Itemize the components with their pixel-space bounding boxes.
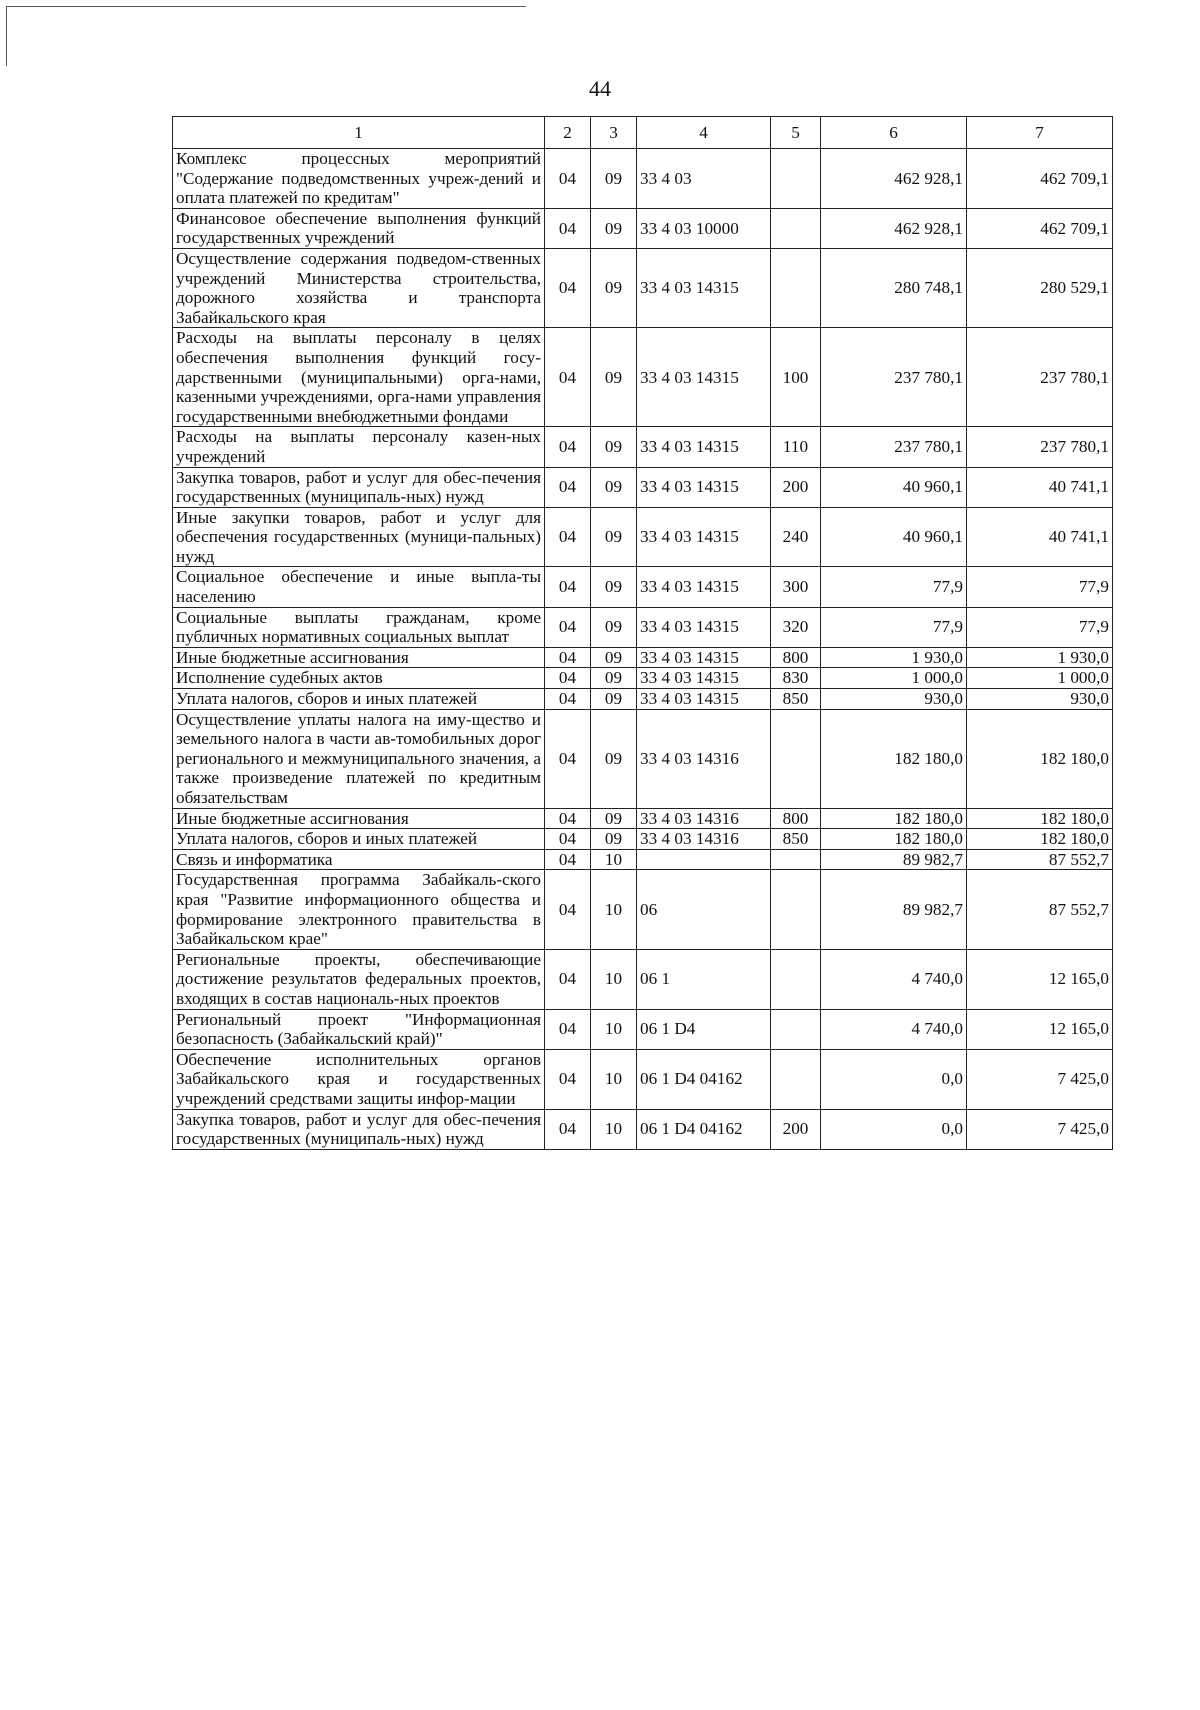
expense-name-cell: Осуществление уплаты налога на иму-щество и земельного налога в части ав-томобильных дорог регионального и межмуниципального значения, а также произведение платежей по кредитным обязательствам xyxy=(173,709,545,808)
expense-name-cell: Региональные проекты, обеспечивающие достижение результатов федеральных проектов, входящих в состав националь-ных проектов xyxy=(173,949,545,1009)
expense-type-code-cell: 800 xyxy=(771,647,821,668)
subsection-code-cell: 10 xyxy=(591,870,637,949)
table-row xyxy=(173,709,1113,808)
expense-type-code-cell: 320 xyxy=(771,607,821,647)
section-code-cell: 04 xyxy=(545,689,591,710)
section-code-cell: 04 xyxy=(545,328,591,427)
amount-year1-cell: 1 000,0 xyxy=(821,668,967,689)
amount-year1-cell: 89 982,7 xyxy=(821,870,967,949)
table-row xyxy=(173,1049,1113,1109)
expense-type-code-cell xyxy=(771,248,821,327)
table-row xyxy=(173,949,1113,1009)
amount-year2-cell: 182 180,0 xyxy=(967,808,1113,829)
amount-year1-cell: 4 740,0 xyxy=(821,1009,967,1049)
budget-table xyxy=(172,116,1113,1150)
target-article-code-cell: 33 4 03 14315 xyxy=(637,668,771,689)
subsection-code-cell: 09 xyxy=(591,248,637,327)
expense-name-cell: Уплата налогов, сборов и иных платежей xyxy=(173,829,545,850)
target-article-code-cell: 06 1 xyxy=(637,949,771,1009)
table-row xyxy=(173,567,1113,607)
amount-year2-cell: 237 780,1 xyxy=(967,328,1113,427)
subsection-code-cell: 10 xyxy=(591,849,637,870)
subsection-code-cell: 09 xyxy=(591,467,637,507)
header-cell: 4 xyxy=(637,117,771,149)
expense-name-cell: Связь и информатика xyxy=(173,849,545,870)
table-row xyxy=(173,328,1113,427)
expense-type-code-cell: 200 xyxy=(771,467,821,507)
expense-type-code-cell: 300 xyxy=(771,567,821,607)
expense-name-cell: Социальное обеспечение и иные выпла-ты населению xyxy=(173,567,545,607)
expense-type-code-cell: 100 xyxy=(771,328,821,427)
expense-name-cell: Исполнение судебных актов xyxy=(173,668,545,689)
amount-year2-cell: 7 425,0 xyxy=(967,1049,1113,1109)
subsection-code-cell: 09 xyxy=(591,647,637,668)
amount-year1-cell: 89 982,7 xyxy=(821,849,967,870)
subsection-code-cell: 10 xyxy=(591,1049,637,1109)
subsection-code-cell: 09 xyxy=(591,567,637,607)
expense-name-cell: Социальные выплаты гражданам, кроме публичных нормативных социальных выплат xyxy=(173,607,545,647)
section-code-cell: 04 xyxy=(545,808,591,829)
header-cell: 3 xyxy=(591,117,637,149)
target-article-code-cell: 33 4 03 14315 xyxy=(637,427,771,467)
subsection-code-cell: 09 xyxy=(591,808,637,829)
amount-year2-cell: 237 780,1 xyxy=(967,427,1113,467)
section-code-cell: 04 xyxy=(545,149,591,209)
section-code-cell: 04 xyxy=(545,1109,591,1149)
amount-year2-cell: 462 709,1 xyxy=(967,149,1113,209)
subsection-code-cell: 09 xyxy=(591,829,637,850)
expense-type-code-cell xyxy=(771,849,821,870)
table-row xyxy=(173,427,1113,467)
target-article-code-cell: 06 1 D4 04162 xyxy=(637,1109,771,1149)
section-code-cell: 04 xyxy=(545,668,591,689)
amount-year2-cell: 1 930,0 xyxy=(967,647,1113,668)
table-row xyxy=(173,668,1113,689)
amount-year2-cell: 1 000,0 xyxy=(967,668,1113,689)
amount-year2-cell: 40 741,1 xyxy=(967,467,1113,507)
amount-year1-cell: 930,0 xyxy=(821,689,967,710)
expense-type-code-cell: 830 xyxy=(771,668,821,689)
amount-year1-cell: 0,0 xyxy=(821,1109,967,1149)
subsection-code-cell: 09 xyxy=(591,689,637,710)
section-code-cell: 04 xyxy=(545,709,591,808)
target-article-code-cell: 33 4 03 14315 xyxy=(637,567,771,607)
section-code-cell: 04 xyxy=(545,849,591,870)
target-article-code-cell: 33 4 03 14315 xyxy=(637,689,771,710)
target-article-code-cell: 33 4 03 14315 xyxy=(637,248,771,327)
subsection-code-cell: 09 xyxy=(591,427,637,467)
amount-year2-cell: 280 529,1 xyxy=(967,248,1113,327)
target-article-code-cell: 33 4 03 14316 xyxy=(637,709,771,808)
expense-type-code-cell: 800 xyxy=(771,808,821,829)
header-cell: 1 xyxy=(173,117,545,149)
target-article-code-cell: 33 4 03 14315 xyxy=(637,507,771,567)
scan-edge-left xyxy=(6,6,7,66)
table-row xyxy=(173,507,1113,567)
expense-type-code-cell: 110 xyxy=(771,427,821,467)
amount-year2-cell: 12 165,0 xyxy=(967,1009,1113,1049)
scan-edge-top xyxy=(6,6,526,7)
section-code-cell: 04 xyxy=(545,467,591,507)
header-cell: 7 xyxy=(967,117,1113,149)
expense-name-cell: Иные закупки товаров, работ и услуг для обеспечения государственных (муници-пальных) нужд xyxy=(173,507,545,567)
target-article-code-cell: 06 1 D4 xyxy=(637,1009,771,1049)
section-code-cell: 04 xyxy=(545,427,591,467)
amount-year1-cell: 280 748,1 xyxy=(821,248,967,327)
section-code-cell: 04 xyxy=(545,829,591,850)
expense-type-code-cell: 850 xyxy=(771,689,821,710)
expense-name-cell: Уплата налогов, сборов и иных платежей xyxy=(173,689,545,710)
section-code-cell: 04 xyxy=(545,567,591,607)
expense-name-cell: Расходы на выплаты персоналу в целях обеспечения выполнения функций госу-дарственными (муниципальными) орга-нами, казенными учреждениями, орга-нами управления государственными внебюджетными фондами xyxy=(173,328,545,427)
subsection-code-cell: 09 xyxy=(591,507,637,567)
subsection-code-cell: 09 xyxy=(591,668,637,689)
expense-type-code-cell xyxy=(771,1049,821,1109)
table-row xyxy=(173,870,1113,949)
table-body xyxy=(173,149,1113,1150)
subsection-code-cell: 09 xyxy=(591,328,637,427)
expense-name-cell: Иные бюджетные ассигнования xyxy=(173,647,545,668)
target-article-code-cell: 06 xyxy=(637,870,771,949)
target-article-code-cell: 33 4 03 xyxy=(637,149,771,209)
section-code-cell: 04 xyxy=(545,949,591,1009)
page-number: 44 xyxy=(589,76,611,101)
table-row xyxy=(173,467,1113,507)
expense-name-cell: Региональный проект "Информационная безопасность (Забайкальский край)" xyxy=(173,1009,545,1049)
amount-year1-cell: 4 740,0 xyxy=(821,949,967,1009)
amount-year2-cell: 77,9 xyxy=(967,607,1113,647)
subsection-code-cell: 10 xyxy=(591,1109,637,1149)
header-row xyxy=(173,117,1113,149)
expense-name-cell: Комплекс процессных мероприятий "Содержание подведомственных учреж-дений и оплата платежей по кредитам" xyxy=(173,149,545,209)
amount-year1-cell: 0,0 xyxy=(821,1049,967,1109)
header-cell: 2 xyxy=(545,117,591,149)
expense-name-cell: Закупка товаров, работ и услуг для обес-печения государственных (муниципаль-ных) нужд xyxy=(173,467,545,507)
expense-type-code-cell xyxy=(771,709,821,808)
section-code-cell: 04 xyxy=(545,248,591,327)
section-code-cell: 04 xyxy=(545,607,591,647)
expense-type-code-cell xyxy=(771,870,821,949)
subsection-code-cell: 10 xyxy=(591,949,637,1009)
amount-year2-cell: 12 165,0 xyxy=(967,949,1113,1009)
header-cell: 5 xyxy=(771,117,821,149)
amount-year1-cell: 40 960,1 xyxy=(821,467,967,507)
target-article-code-cell xyxy=(637,849,771,870)
target-article-code-cell: 33 4 03 14315 xyxy=(637,328,771,427)
table-row xyxy=(173,208,1113,248)
section-code-cell: 04 xyxy=(545,507,591,567)
table-row xyxy=(173,647,1113,668)
table-row xyxy=(173,849,1113,870)
amount-year2-cell: 87 552,7 xyxy=(967,849,1113,870)
amount-year1-cell: 237 780,1 xyxy=(821,427,967,467)
expense-type-code-cell xyxy=(771,149,821,209)
expense-name-cell: Государственная программа Забайкаль-ского края "Развитие информационного общества и формирование электронного правительства в Забайкальском крае" xyxy=(173,870,545,949)
amount-year1-cell: 40 960,1 xyxy=(821,507,967,567)
amount-year2-cell: 182 180,0 xyxy=(967,829,1113,850)
amount-year2-cell: 40 741,1 xyxy=(967,507,1113,567)
target-article-code-cell: 33 4 03 14315 xyxy=(637,607,771,647)
target-article-code-cell: 33 4 03 14315 xyxy=(637,647,771,668)
amount-year1-cell: 462 928,1 xyxy=(821,149,967,209)
expense-name-cell: Иные бюджетные ассигнования xyxy=(173,808,545,829)
subsection-code-cell: 09 xyxy=(591,149,637,209)
target-article-code-cell: 06 1 D4 04162 xyxy=(637,1049,771,1109)
amount-year1-cell: 182 180,0 xyxy=(821,808,967,829)
section-code-cell: 04 xyxy=(545,647,591,668)
amount-year2-cell: 77,9 xyxy=(967,567,1113,607)
table-row xyxy=(173,1109,1113,1149)
table-row xyxy=(173,808,1113,829)
expense-type-code-cell xyxy=(771,949,821,1009)
subsection-code-cell: 09 xyxy=(591,709,637,808)
target-article-code-cell: 33 4 03 10000 xyxy=(637,208,771,248)
amount-year2-cell: 462 709,1 xyxy=(967,208,1113,248)
section-code-cell: 04 xyxy=(545,1009,591,1049)
subsection-code-cell: 10 xyxy=(591,1009,637,1049)
amount-year1-cell: 182 180,0 xyxy=(821,829,967,850)
table-row xyxy=(173,829,1113,850)
amount-year1-cell: 182 180,0 xyxy=(821,709,967,808)
subsection-code-cell: 09 xyxy=(591,208,637,248)
expense-type-code-cell: 200 xyxy=(771,1109,821,1149)
header-cell: 6 xyxy=(821,117,967,149)
table-row xyxy=(173,1009,1113,1049)
expense-name-cell: Расходы на выплаты персоналу казен-ных учреждений xyxy=(173,427,545,467)
target-article-code-cell: 33 4 03 14315 xyxy=(637,467,771,507)
section-code-cell: 04 xyxy=(545,208,591,248)
amount-year2-cell: 7 425,0 xyxy=(967,1109,1113,1149)
table-row xyxy=(173,149,1113,209)
amount-year1-cell: 237 780,1 xyxy=(821,328,967,427)
amount-year2-cell: 930,0 xyxy=(967,689,1113,710)
amount-year2-cell: 182 180,0 xyxy=(967,709,1113,808)
table-row xyxy=(173,689,1113,710)
expense-name-cell: Осуществление содержания подведом-ственных учреждений Министерства строительства, дорожного хозяйства и транспорта Забайкальского края xyxy=(173,248,545,327)
amount-year1-cell: 462 928,1 xyxy=(821,208,967,248)
section-code-cell: 04 xyxy=(545,1049,591,1109)
expense-type-code-cell xyxy=(771,1009,821,1049)
expense-name-cell: Обеспечение исполнительных органов Забайкальского края и государственных учреждений средствами защиты инфор-мации xyxy=(173,1049,545,1109)
expense-type-code-cell xyxy=(771,208,821,248)
expense-name-cell: Закупка товаров, работ и услуг для обес-печения государственных (муниципаль-ных) нужд xyxy=(173,1109,545,1149)
amount-year1-cell: 1 930,0 xyxy=(821,647,967,668)
amount-year1-cell: 77,9 xyxy=(821,607,967,647)
target-article-code-cell: 33 4 03 14316 xyxy=(637,829,771,850)
table-row xyxy=(173,248,1113,327)
amount-year2-cell: 87 552,7 xyxy=(967,870,1113,949)
target-article-code-cell: 33 4 03 14316 xyxy=(637,808,771,829)
expense-type-code-cell: 850 xyxy=(771,829,821,850)
table-row xyxy=(173,607,1113,647)
expense-name-cell: Финансовое обеспечение выполнения функций государственных учреждений xyxy=(173,208,545,248)
section-code-cell: 04 xyxy=(545,870,591,949)
amount-year1-cell: 77,9 xyxy=(821,567,967,607)
expense-type-code-cell: 240 xyxy=(771,507,821,567)
subsection-code-cell: 09 xyxy=(591,607,637,647)
